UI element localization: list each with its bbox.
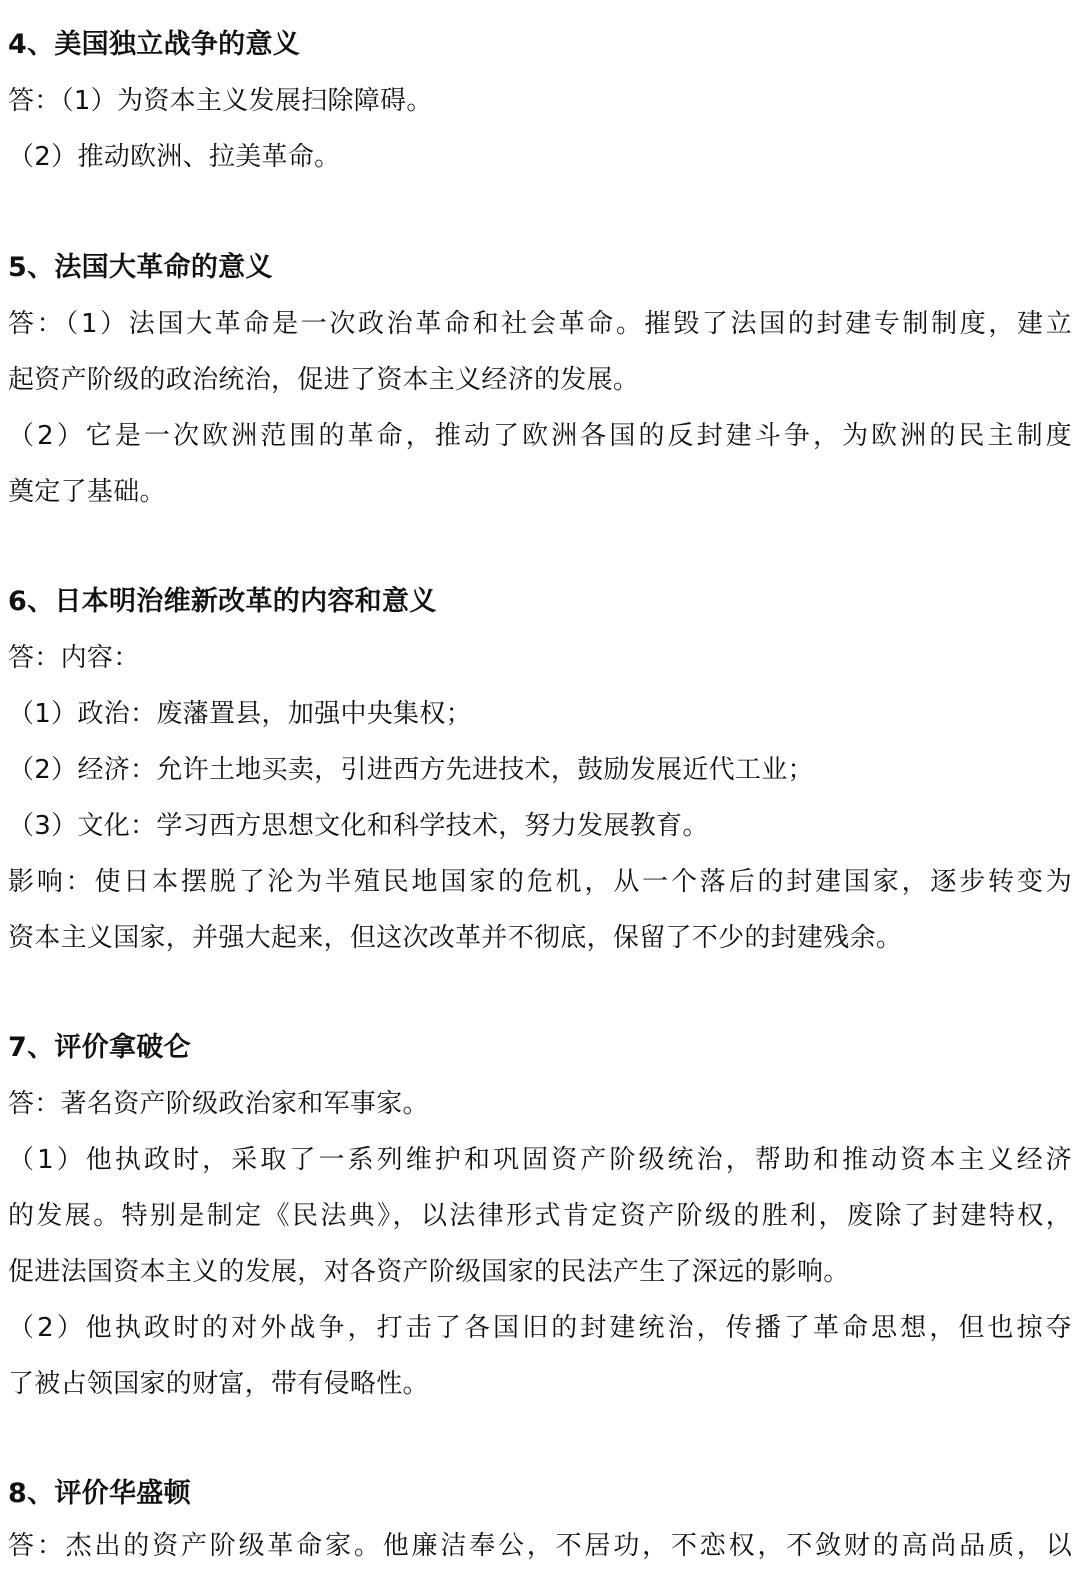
answer-line: 答：（1）为资本主义发展扫除障碍。: [8, 86, 433, 116]
section-heading: 7、评价拿破仑: [8, 1032, 191, 1063]
answer-line: （1）他执政时，采取了一系列维护和巩固资产阶级统治，帮助和推动资本主义经济: [8, 1145, 1072, 1175]
answer-line: 奠定了基础。: [8, 477, 166, 507]
answer-line: 答：著名资产阶级政治家和军事家。: [8, 1089, 429, 1119]
section-heading: 4、美国独立战争的意义: [8, 29, 301, 60]
answer-line: 答：（1）法国大革命是一次政治革命和社会革命。摧毁了法国的封建专制制度，建立: [8, 309, 1072, 339]
answer-line: 起资产阶级的政治统治，促进了资本主义经济的发展。: [8, 365, 640, 395]
answer-line: （1）政治：废藩置县，加强中央集权；: [8, 699, 472, 729]
section-heading: 8、评价华盛顿: [8, 1478, 191, 1509]
answer-line: 影响：使日本摆脱了沦为半殖民地国家的危机，从一个落后的封建国家，逐步转变为: [8, 867, 1072, 897]
answer-line: 答：杰出的资产阶级革命家。他廉洁奉公，不居功，不恋权，不敛财的高尚品质，以: [8, 1531, 1072, 1561]
section-heading: 5、法国大革命的意义: [8, 252, 273, 283]
answer-line: 了被占领国家的财富，带有侵略性。: [8, 1369, 429, 1399]
answer-line: （2）推动欧洲、拉美革命。: [8, 142, 341, 172]
answer-line: 资本主义国家，并强大起来，但这次改革并不彻底，保留了不少的封建残余。: [8, 923, 903, 953]
answer-line: （2）它是一次欧洲范围的革命，推动了欧洲各国的反封建斗争，为欧洲的民主制度: [8, 421, 1072, 451]
answer-line: 促进法国资本主义的发展，对各资产阶级国家的民法产生了深远的影响。: [8, 1257, 850, 1287]
answer-line: 答：内容：: [8, 643, 140, 673]
answer-line: （2）经济：允许土地买卖，引进西方先进技术，鼓励发展近代工业；: [8, 755, 814, 785]
section-heading: 6、日本明治维新改革的内容和意义: [8, 586, 437, 617]
answer-line: （2）他执政时的对外战争，打击了各国旧的封建统治，传播了革命思想，但也掠夺: [8, 1313, 1072, 1343]
answer-line: 的发展。特别是制定《民法典》，以法律形式肯定资产阶级的胜利，废除了封建特权，: [8, 1201, 1072, 1231]
answer-line: （3）文化：学习西方思想文化和科学技术，努力发展教育。: [8, 811, 709, 841]
